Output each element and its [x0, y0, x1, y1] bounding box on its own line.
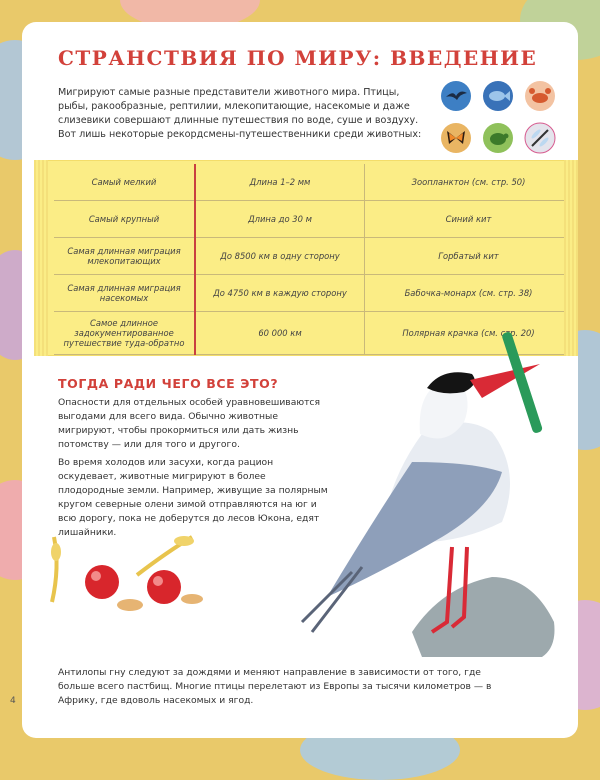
table-cell: Самый мелкий [54, 164, 195, 201]
dragonfly-icon [524, 122, 556, 154]
table-cell: Синий кит [365, 201, 573, 238]
berries-illustration [42, 527, 222, 627]
table-cell: Длина 1–2 мм [195, 164, 365, 201]
page-title: СТРАНСТВИЯ ПО МИРУ: ВВЕДЕНИЕ [58, 46, 538, 70]
paragraph: Антилопы гну следуют за дождями и меняют направление в зависимости от того, где больше всего пастбищ. Многие птицы перелетают из Европы за тысячи километров — в Африку, где вдоволь насекомых и ягод. [58, 667, 492, 706]
table-cell: Горбатый кит [365, 238, 573, 275]
fish-icon [482, 80, 514, 112]
table-row [54, 275, 572, 312]
table-cell: Самая длинная миграция млекопитающих [54, 238, 195, 275]
bird-icon [440, 80, 472, 112]
arctic-tern-illustration [292, 322, 578, 662]
table-row [54, 164, 572, 201]
crab-icon [524, 80, 556, 112]
table-cell: Зоопланктон (см. стр. 50) [365, 164, 573, 201]
animal-icons [438, 78, 562, 158]
section-heading: ТОГДА РАДИ ЧЕГО ВСЕ ЭТО? [58, 376, 279, 391]
table-cell: Длина до 30 м [195, 201, 365, 238]
table-row [54, 201, 572, 238]
page-number: 4 [10, 696, 16, 706]
table-cell: Самая длинная миграция насекомых [54, 275, 195, 312]
table-cell: Полярная крачка (см. стр. 20) [365, 312, 573, 355]
paragraph: Опасности для отдельных особей уравновешиваются выгодами для всего вида. Обычно животные мигрируют, чтобы прокормиться или дать жизнь потомству — или для того и другого. [58, 397, 320, 450]
table-cell: Самое длинное задокументированное путешествие туда-обратно [54, 312, 195, 355]
butterfly-icon [440, 122, 472, 154]
table-cell: До 4750 км в каждую сторону [195, 275, 365, 312]
page [22, 22, 578, 738]
intro-text: Мигрируют самые разные представители животного мира. Птицы, рыбы, ракообразные, рептилии, млекопитающие, насекомые и даже слизевики совершают длинные путешествия по воде, суше и воздуху. Вот лишь некоторые рекордсмены-путешественники среди животных: [58, 86, 422, 140]
table-cell: Бабочка-монарх (см. стр. 38) [365, 275, 573, 312]
table-cell: 60 000 км [195, 312, 365, 355]
table-cell: До 8500 км в одну сторону [195, 238, 365, 275]
turtle-icon [482, 122, 514, 154]
paragraph: Во время холодов или засухи, когда рацион оскудевает, животные мигрируют в более плодородные земли. Например, живущие за полярным кругом северные олени зимой отправляются на юг и всю дорогу, пока не доберутся до лесов Юкона, едят лишайники. [58, 457, 328, 538]
table-row [54, 238, 572, 275]
table-cell: Самый крупный [54, 201, 195, 238]
